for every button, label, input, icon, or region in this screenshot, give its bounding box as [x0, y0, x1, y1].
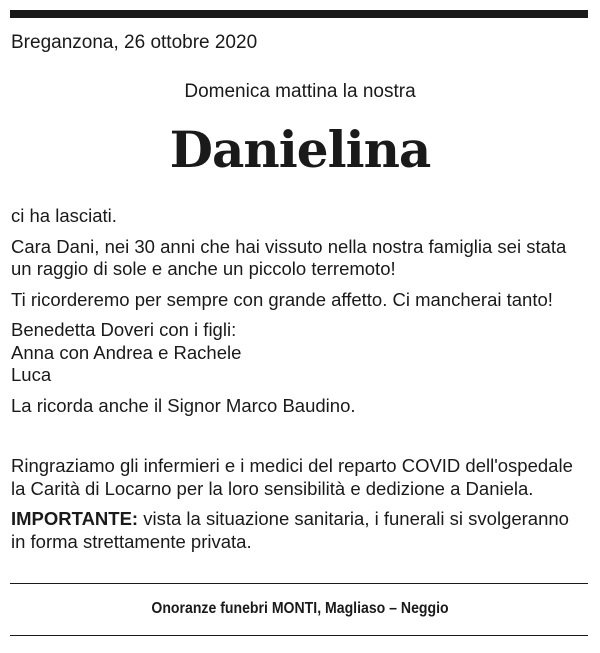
paragraph-gap: [11, 425, 591, 455]
dear-dani-line-1: Cara Dani, nei 30 anni che hai vissuto nella nostra famiglia sei stata: [11, 235, 567, 257]
paragraph-dear-dani: [11, 236, 591, 281]
family-line-3: Luca: [11, 364, 52, 385]
important-text: vista la situazione sanitaria, i funerali si svolgeranno: [138, 508, 569, 529]
thanks-line-2: la Carità di Locarno per la loro sensibilità e dedizione a Daniela.: [11, 477, 534, 499]
paragraph-left-us: ci ha lasciati.: [11, 205, 117, 226]
important-line-2: in forma strettamente privata.: [11, 530, 252, 552]
footer-rule-bottom: [10, 635, 588, 636]
funeral-home-footer: Onoranze funebri MONTI, Magliaso – Neggio: [151, 600, 449, 617]
paragraph-family: [11, 319, 591, 387]
dear-dani-line-2: un raggio di sole e anche un piccolo terremoto!: [11, 258, 396, 279]
important-line-1: [11, 508, 591, 531]
paragraph-also-remembers: La ricorda anche il Signor Marco Baudino.: [11, 394, 356, 416]
top-rule: [10, 10, 588, 18]
intro-line: Domenica mattina la nostra: [184, 81, 416, 102]
thanks-line-1: Ringraziamo gli infermieri e i medici del reparto COVID dell'ospedale: [11, 455, 573, 476]
paragraph-thanks: [11, 455, 591, 500]
place-date: Breganzona, 26 ottobre 2020: [11, 32, 258, 53]
deceased-name: Danielina: [169, 120, 431, 179]
family-line-1: Benedetta Doveri con i figli:: [11, 319, 237, 340]
notice-body: [11, 205, 591, 561]
paragraph-important: [11, 508, 591, 553]
footer-rule-top: [10, 583, 588, 584]
important-label: IMPORTANTE:: [11, 508, 139, 529]
paragraph-remember: Ti ricorderemo per sempre con grande affetto. Ci mancherai tanto!: [11, 288, 553, 310]
family-line-2: Anna con Andrea e Rachele: [11, 341, 242, 363]
